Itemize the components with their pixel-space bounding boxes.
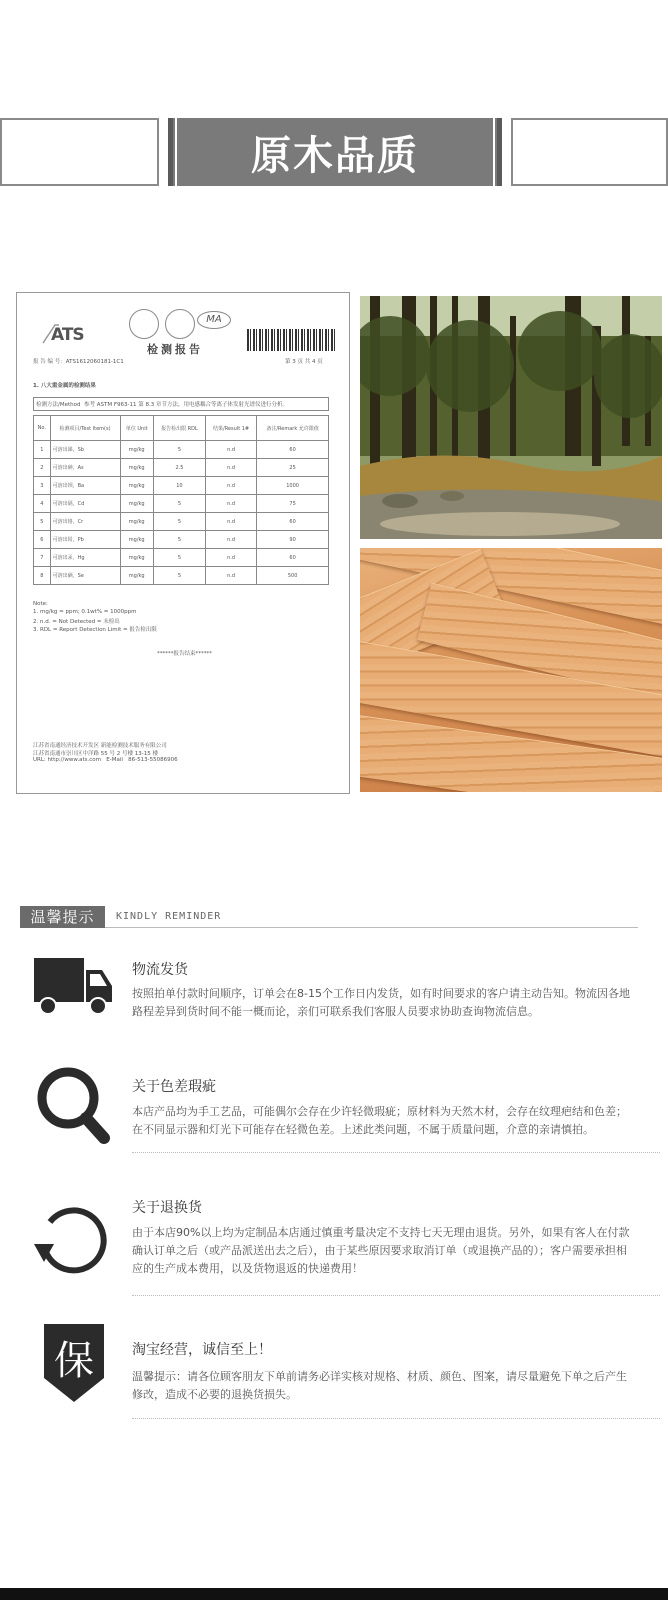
item-divider [132,1152,660,1153]
table-row: 2 可溶出砷，As mg/kg 2.5 n.d 25 [34,459,329,477]
item-body-logistics: 按照拍单付款时间顺序，订单会在8-15个工作日内发货，如有时间要求的客户请主动告知。物流因各地路程差异到货时间不能一概而论，亲们可联系我们客服人员要求协助查询物流信息。 [132,987,630,1018]
table-row: 1 可溶出锑，Sb mg/kg 5 n.d 60 [34,441,329,459]
ats-logo: ATS [41,323,97,345]
barcode [247,329,335,351]
certification-seal-icon [129,309,159,339]
report-contact: URL: http://www.ats.com E-Mail 86-513-55086906 [33,757,178,763]
item-title-integrity: 淘宝经营，诚信至上！ [132,1342,272,1358]
cnas-seal-icon [165,309,195,339]
header-banner [168,118,502,186]
return-arrow-icon [32,1200,116,1284]
report-results-table: No. 检测项目/Test Item(s) 单位 Unit 报告检出限 RDL 结果/Result 1# 备注/Remark 允许限值 1 可溶出锑，Sb mg/kg 5 n.d 60 2 可溶出砷，As mg/kg 2.5 n.d 25 3 可溶出钡，Ba mg/kg 10 n.d 1000 4 可溶出镉，Cd mg/kg 5 n.d 75 5 可溶出铬，Cr mg/kg 5 n.d 60 6 可溶出铅，Pb mg/kg 5 n.d 90 7 可溶出汞，Hg mg/kg 5 n.d 60 8 可溶出硒，Se mg/kg 5 n.d 500 [33,415,329,585]
item-title-returns: 关于退换货 [132,1200,202,1216]
report-number-row: 报 告 编 号：ATS1612060181-1C1 第 3 页 共 4 页 [33,359,323,365]
table-row: 8 可溶出硒，Se mg/kg 5 n.d 500 [34,567,329,585]
report-note: 2. n.d. = Not Detected = 未检出 [33,619,120,625]
forest-photo [360,296,662,539]
report-method-row: 检测方法/Method 参考 ASTM F963-11 第 8.3 章节方法，用电感耦合等离子体发射光谱仪进行分析。 [33,397,329,411]
table-row: 6 可溶出铅，Pb mg/kg 5 n.d 90 [34,531,329,549]
item-title-color: 关于色差瑕疵 [132,1079,216,1095]
table-row: 7 可溶出汞，Hg mg/kg 5 n.d 60 [34,549,329,567]
item-divider [132,1295,660,1296]
report-title: 检测报告 [147,343,203,356]
wood-planks-photo [360,548,662,792]
report-note: 3. RDL = Report Detection Limit = 报告检出限 [33,627,157,633]
header-right-frame [511,118,668,186]
reminder-title-en: KINDLY REMINDER [116,911,222,922]
bottom-bar [0,1588,668,1600]
item-title-logistics: 物流发货 [132,962,188,978]
ma-seal-icon: MA [197,311,231,329]
test-report-document [16,292,350,794]
report-note: 1. mg/kg = ppm; 0.1wt% = 1000ppm [33,609,137,615]
truck-icon [32,946,116,1030]
item-body-integrity: 温馨提示：请各位顾客朋友下单前请务必详实核对规格、材质、颜色、图案，请尽量避免下单之后产生修改，造成不必要的退换货损失。 [132,1370,627,1401]
report-section: 1. 八大重金属的检测结果 [33,383,96,389]
item-divider [132,1418,660,1419]
item-body-returns: 由于本店90%以上均为定制品本店通过慎重考量决定不支持七天无理由退货。另外，如果有客人在付款确认订单之后（或产品派送出去之后），由于某些原因要求取消订单（或退换产品的）；客户需要承担相应的生产成本费用，以及货物退返的快递费用！ [132,1226,630,1275]
report-note: Note: [33,601,48,607]
header-left-frame [0,118,159,186]
report-end: ******报告结束****** [157,651,213,657]
table-row: 5 可溶出铬，Cr mg/kg 5 n.d 60 [34,513,329,531]
svg-text:保: 保 [54,1338,94,1384]
magnifier-icon [32,1064,116,1148]
table-row: 4 可溶出镉，Cd mg/kg 5 n.d 75 [34,495,329,513]
reminder-divider [105,927,638,928]
item-body-color: 本店产品均为手工艺品，可能偶尔会存在少许轻微瑕疵；原材料为天然木材，会存在纹理疤结和色差；在不同显示器和灯光下可能存在轻微色差。上述此类问题，不属于质量问题，介意的亲请慎拍。 [132,1105,627,1136]
shield-bao-icon [32,1320,116,1404]
table-row: 3 可溶出钡，Ba mg/kg 10 n.d 1000 [34,477,329,495]
reminder-title: 温馨提示 [20,906,105,928]
report-address: 江苏省南通市崇川区中洋路 55 号 2 号楼 13-15 楼 [33,751,158,757]
report-company: 江苏省南通经济技术开发区 新能检测技术服务有限公司 [33,743,167,749]
page-title: 原木品质 [251,132,419,179]
